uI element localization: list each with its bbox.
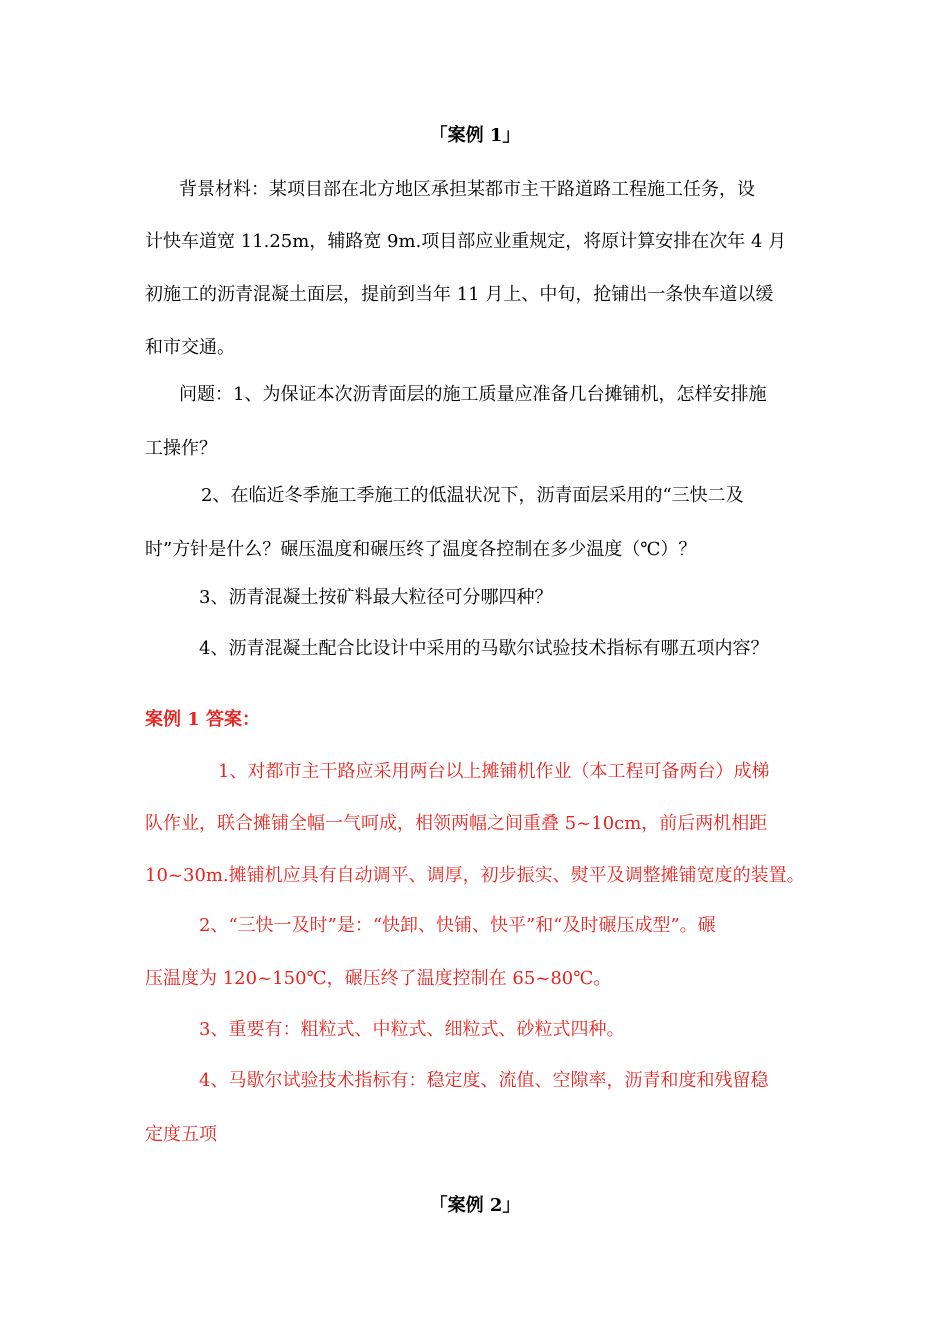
case1-title: 「案例 1」	[429, 125, 521, 146]
answer-line-4: 2、“三快一及时”是：“快卸、快铺、快平”和“及时碾压成型”。碾	[199, 915, 716, 936]
question-line-4: 时”方针是什么？碾压温度和碾压终了温度各控制在多少温度（℃）？	[145, 539, 697, 560]
answer1-heading: 案例 1 答案：	[145, 709, 261, 730]
answer-line-3: 10~30m.摊铺机应具有自动调平、调厚，初步振实、熨平及调整摊铺宽度的装置。	[145, 865, 805, 886]
answer-line-7: 4、马歇尔试验技术指标有：稳定度、流值、空隙率，沥青和度和残留稳	[199, 1070, 769, 1091]
question-line-5: 3、沥青混凝土按矿料最大粒径可分哪四种？	[199, 587, 553, 608]
background-line-4: 和市交通。	[145, 337, 235, 358]
case2-title: 「案例 2」	[429, 1195, 521, 1216]
question-line-6: 4、沥青混凝土配合比设计中采用的马歇尔试验技术指标有哪五项内容？	[199, 638, 769, 659]
answer-line-6: 3、重要有：粗粒式、中粒式、细粒式、砂粒式四种。	[199, 1019, 625, 1040]
answer-line-8: 定度五项	[145, 1124, 217, 1145]
answer-line-2: 队作业，联合摊铺全幅一气呵成，相领两幅之间重叠 5~10cm，前后两机相距	[145, 813, 768, 834]
answer-line-5: 压温度为 120~150℃，碾压终了温度控制在 65~80℃。	[145, 968, 612, 989]
answer-line-1: 1、对都市主干路应采用两台以上摊铺机作业（本工程可备两台）成梯	[218, 761, 770, 782]
question-line-1: 问题：1、为保证本次沥青面层的施工质量应准备几台摊铺机，怎样安排施	[179, 384, 767, 405]
question-line-3: 2、在临近冬季施工季施工的低温状况下，沥青面层采用的“三快二及	[201, 485, 744, 506]
background-line-1: 背景材料：某项目部在北方地区承担某都市主干路道路工程施工任务，设	[179, 179, 755, 200]
background-line-3: 初施工的沥青混凝土面层，提前到当年 11 月上、中旬，抢铺出一条快车道以缓	[145, 284, 774, 305]
question-line-2: 工操作？	[145, 438, 217, 459]
background-line-2: 计快车道宽 11.25m，辅路宽 9m.项目部应业重规定，将原计算安排在次年 4 月	[145, 231, 787, 252]
